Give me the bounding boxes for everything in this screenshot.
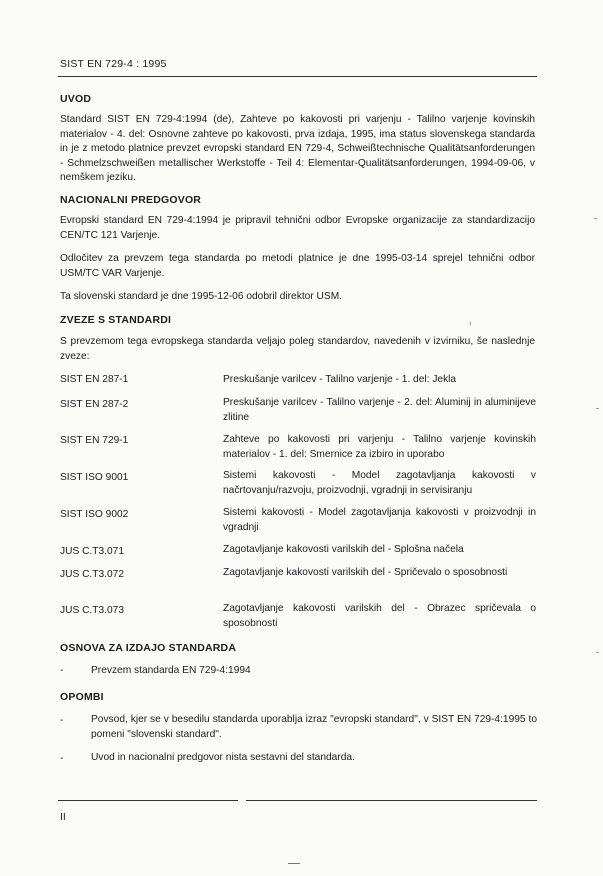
reference-title: Preskušanje varilcev - Talilno varjenje - 1. del: Jekla (223, 374, 457, 385)
scan-speck (596, 652, 599, 653)
zveze-heading: ZVEZE S STANDARDI (60, 314, 172, 326)
scan-speck (594, 218, 597, 219)
reference-code: SIST EN 729-1 (60, 435, 129, 446)
reference-code: SIST EN 287-1 (60, 374, 129, 385)
reference-title: Zahteve po kakovosti pri varjenju - Talilno varjenje kovinskih materialov - 1. del: Smernice za izbiro in uporabo (223, 434, 536, 460)
reference-code: SIST ISO 9001 (60, 472, 129, 483)
list-dash: - (60, 665, 64, 676)
scan-speck (596, 408, 599, 409)
reference-title: Sistemi kakovosti - Model zagotavljanja kakovosti v proizvodnji in vgradnji (223, 507, 536, 533)
osnova-heading: OSNOVA ZA IZDAJO STANDARDA (60, 642, 237, 654)
predgovor-paragraph-1: Evropski standard EN 729-4:1994 je pripravil tehnični odbor Evropske organizacije za standardizacijo CEN/TC 121 Varjenje. (60, 215, 535, 241)
reference-title: Sistemi kakovosti - Model zagotavljanja kakovosti v načrtovanju/razvoju, proizvodnji, vgradnji in servisiranju (223, 470, 536, 496)
predgovor-paragraph-2: Odločitev za prevzem tega standarda po metodi platnice je dne 1995-03-14 sprejel tehnični odbor USM/TC VAR Varjenje. (60, 253, 535, 279)
reference-code: JUS C.T3.072 (60, 569, 124, 580)
zveze-intro: S prevzemom tega evropskega standarda veljajo poleg standardov, navedenih v izvirniku, še naslednje zveze: (60, 336, 535, 362)
predgovor-paragraph-3: Ta slovenski standard je dne 1995-12-06 odobril direktor USM. (60, 291, 343, 302)
running-header: SIST EN 729-4 : 1995 (60, 58, 167, 70)
reference-code: JUS C.T3.073 (60, 605, 124, 616)
opombi-item-2: Uvod in nacionalni predgovor nista sestavni del standarda. (91, 752, 355, 763)
opombi-item-1: Povsod, kjer se v besedilu standarda uporablja izraz "evropski standard", v SIST EN 729-4:1995 to pomeni "slovenski standard". (91, 714, 537, 740)
reference-title: Zagotavljanje kakovosti varilskih del - Obrazec spričevala o sposobnosti (223, 603, 536, 629)
list-dash: - (60, 715, 64, 726)
header-rule (58, 76, 537, 77)
uvod-heading: UVOD (60, 93, 92, 105)
reference-code: SIST ISO 9002 (60, 509, 129, 520)
reference-code: JUS C.T3.071 (60, 546, 124, 557)
scan-mark (288, 863, 300, 864)
opombi-heading: OPOMBI (60, 691, 104, 703)
reference-title: Zagotavljanje kakovosti varilskih del - Spričevalo o sposobnosti (223, 567, 508, 578)
uvod-paragraph: Standard SIST EN 729-4:1994 (de), Zahteve po kakovosti pri varjenju - Talilno varjenje kovinskih materialov - 4. del: Osnovne zahteve po kakovosti, prva izdaja, 1995, ima status slovenskega standarda in je z metodo platnice prevzet evropski standard EN 729-4, Schweißtechnische Qualitätsanforderungen - Schmelzschweißen metallischer Werkstoffe - Teil 4: Elementar-Qualitätsanforderungen, 1994-09-06, v nemškem jeziku. (60, 114, 535, 183)
footer-rule-left (58, 800, 238, 801)
reference-title: Zagotavljanje kakovosti varilskih del - Splošna načela (223, 544, 464, 555)
osnova-item: Prevzem standarda EN 729-4:1994 (91, 665, 251, 676)
reference-title: Preskušanje varilcev - Talilno varjenje - 2. del: Aluminij in aluminijeve zlitine (223, 397, 536, 423)
list-dash: - (60, 753, 64, 764)
reference-code: SIST EN 287-2 (60, 399, 129, 410)
predgovor-heading: NACIONALNI PREDGOVOR (60, 194, 202, 206)
footer-rule-right (246, 800, 537, 801)
scan-speck (470, 322, 471, 325)
page-number: II (60, 811, 66, 823)
